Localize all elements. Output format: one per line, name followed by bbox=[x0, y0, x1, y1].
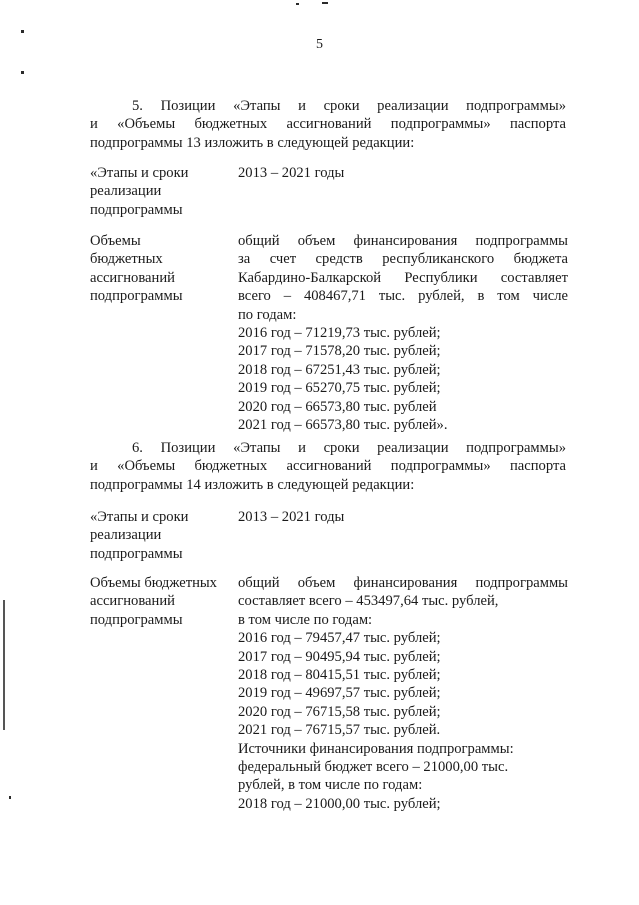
scan-mark-top-2 bbox=[322, 2, 328, 4]
value-line: по годам: bbox=[238, 306, 297, 323]
section5-intro-line: и «Объемы бюджетных ассигнований подпрограммы» паспорта bbox=[90, 116, 566, 133]
label-line: ассигнований bbox=[90, 593, 175, 610]
value-line: общий объем финансирования подпрограммы bbox=[238, 575, 568, 591]
value-line: Источники финансирования подпрограммы: bbox=[238, 740, 514, 757]
value-line: 2017 год – 71578,20 тыс. рублей; bbox=[238, 343, 441, 360]
value-line: 2019 год – 65270,75 тыс. рублей; bbox=[238, 380, 441, 397]
label-line: подпрограммы bbox=[90, 545, 183, 562]
value-line: 2021 год – 76715,57 тыс. рублей. bbox=[238, 722, 441, 739]
scan-mark-left-3 bbox=[3, 600, 5, 730]
value-line: 2016 год – 71219,73 тыс. рублей; bbox=[238, 325, 441, 342]
section6-intro bbox=[90, 439, 566, 494]
value-line: рублей, в том числе по годам: bbox=[238, 777, 423, 794]
label-line: реализации bbox=[90, 183, 162, 200]
value-line: 2018 год – 67251,43 тыс. рублей; bbox=[238, 361, 441, 378]
section6-stages-label bbox=[90, 508, 230, 563]
section6-budget-value bbox=[238, 574, 568, 813]
value-line: общий объем финансирования подпрограммы bbox=[238, 233, 568, 249]
value-line: 2020 год – 76715,58 тыс. рублей; bbox=[238, 703, 441, 720]
label-line: Объемы бюджетных bbox=[90, 575, 217, 591]
label-line: реализации bbox=[90, 527, 162, 544]
section6-intro-line: и «Объемы бюджетных ассигнований подпрограммы» паспорта bbox=[90, 458, 566, 475]
value-line: 2018 год – 21000,00 тыс. рублей; bbox=[238, 795, 441, 812]
section5-budget-value bbox=[238, 232, 568, 434]
section6-stages-value bbox=[238, 508, 568, 526]
scan-mark-top bbox=[296, 3, 299, 5]
label-line: подпрограммы bbox=[90, 611, 183, 628]
value-line: Кабардино-Балкарской Республики составляет bbox=[238, 269, 568, 286]
scan-mark-left-2 bbox=[21, 71, 24, 74]
value-line: 2019 год – 49697,57 тыс. рублей; bbox=[238, 685, 441, 702]
scan-mark-left-4 bbox=[9, 796, 11, 799]
section5-stages-label bbox=[90, 164, 230, 219]
value-line: 2018 год – 80415,51 тыс. рублей; bbox=[238, 667, 441, 684]
section5-stages-value bbox=[238, 164, 568, 182]
label-line: ассигнований bbox=[90, 269, 175, 286]
label-line: бюджетных bbox=[90, 251, 163, 268]
section6-intro-line: подпрограммы 14 изложить в следующей редакции: bbox=[90, 476, 415, 493]
value-line: 2013 – 2021 годы bbox=[238, 509, 345, 525]
scan-mark-left-1 bbox=[21, 30, 24, 33]
section5-intro bbox=[90, 97, 566, 152]
value-line: 2017 год – 90495,94 тыс. рублей; bbox=[238, 648, 441, 665]
value-line: 2020 год – 66573,80 тыс. рублей bbox=[238, 398, 437, 415]
value-line: всего – 408467,71 тыс. рублей, в том числе bbox=[238, 288, 568, 305]
section6-budget-label bbox=[90, 574, 230, 629]
section5-budget-label bbox=[90, 232, 230, 306]
value-line: 2013 – 2021 годы bbox=[238, 165, 345, 181]
value-line: федеральный бюджет всего – 21000,00 тыс. bbox=[238, 759, 509, 776]
label-line: подпрограммы bbox=[90, 201, 183, 218]
value-line: составляет всего – 453497,64 тыс. рублей, bbox=[238, 593, 499, 610]
label-line: «Этапы и сроки bbox=[90, 165, 189, 181]
value-line: в том числе по годам: bbox=[238, 611, 373, 628]
label-line: Объемы bbox=[90, 233, 141, 249]
label-line: подпрограммы bbox=[90, 288, 183, 305]
section5-intro-line: 5. Позиции «Этапы и сроки реализации подпрограммы» bbox=[132, 98, 566, 114]
value-line: за счет средств республиканского бюджета bbox=[238, 251, 568, 268]
page-number: 5 bbox=[316, 37, 323, 52]
value-line: 2021 год – 66573,80 тыс. рублей». bbox=[238, 417, 448, 434]
section6-intro-line: 6. Позиции «Этапы и сроки реализации подпрограммы» bbox=[132, 440, 566, 456]
label-line: «Этапы и сроки bbox=[90, 509, 189, 525]
value-line: 2016 год – 79457,47 тыс. рублей; bbox=[238, 630, 441, 647]
section5-intro-line: подпрограммы 13 изложить в следующей редакции: bbox=[90, 134, 415, 151]
